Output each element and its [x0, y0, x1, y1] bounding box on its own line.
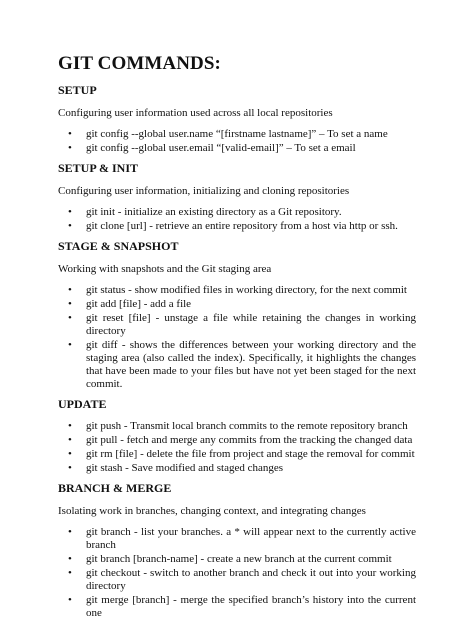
section-stage-snapshot: [58, 239, 416, 391]
section-heading: STAGE & SNAPSHOT: [58, 239, 179, 253]
list-item: • git checkout - switch to another branch and check it out into your working directory: [58, 567, 416, 593]
command-list: [58, 128, 416, 155]
section-intro: Configuring user information used across all local repositories: [58, 107, 333, 119]
list-item: • git reset [file] - unstage a file while retaining the changes in working directory: [58, 312, 416, 338]
section-setup: [58, 83, 416, 155]
section-heading: UPDATE: [58, 397, 107, 411]
list-item: • git rm [file] - delete the file from project and stage the removal for commit: [58, 448, 416, 461]
list-item: • git clone [url] - retrieve an entire repository from a host via http or ssh.: [58, 220, 416, 233]
section-branch-merge: [58, 481, 416, 620]
list-item: • git pull - fetch and merge any commits from the tracking the changed data: [58, 434, 416, 447]
list-item: • git push - Transmit local branch commits to the remote repository branch: [58, 420, 416, 433]
command-list: [58, 284, 416, 391]
section-intro: Configuring user information, initializing and cloning repositories: [58, 185, 350, 197]
section-setup-init: [58, 161, 416, 233]
list-item: • git merge [branch] - merge the specified branch’s history into the current one: [58, 594, 416, 620]
section-heading: SETUP & INIT: [58, 161, 139, 175]
list-item: • git config --global user.name “[firstname lastname]” – To set a name: [58, 128, 416, 141]
list-item: • git stash - Save modified and staged changes: [58, 462, 416, 475]
section-intro: Working with snapshots and the Git staging area: [58, 263, 272, 275]
list-item: • git config --global user.email “[valid-email]” – To set a email: [58, 142, 416, 155]
command-list: [58, 206, 416, 233]
list-item: • git status - show modified files in working directory, for the next commit: [58, 284, 416, 297]
list-item: • git branch - list your branches. a * will appear next to the currently active branch: [58, 526, 416, 552]
section-intro: Isolating work in branches, changing context, and integrating changes: [58, 505, 366, 517]
section-update: [58, 397, 416, 475]
section-heading: BRANCH & MERGE: [58, 481, 172, 495]
list-item: • git add [file] - add a file: [58, 298, 416, 311]
list-item: • git diff - shows the differences between your working directory and the staging area (also called the index). Specifically, it highlights the changes that have been made to your files but have not yet been staged for the next commit.: [58, 339, 416, 391]
command-list: [58, 420, 416, 475]
command-list: [58, 526, 416, 620]
section-heading: SETUP: [58, 83, 97, 97]
list-item: • git init - initialize an existing directory as a Git repository.: [58, 206, 416, 219]
list-item: • git branch [branch-name] - create a new branch at the current commit: [58, 553, 416, 566]
document-title: GIT COMMANDS:: [58, 53, 221, 74]
